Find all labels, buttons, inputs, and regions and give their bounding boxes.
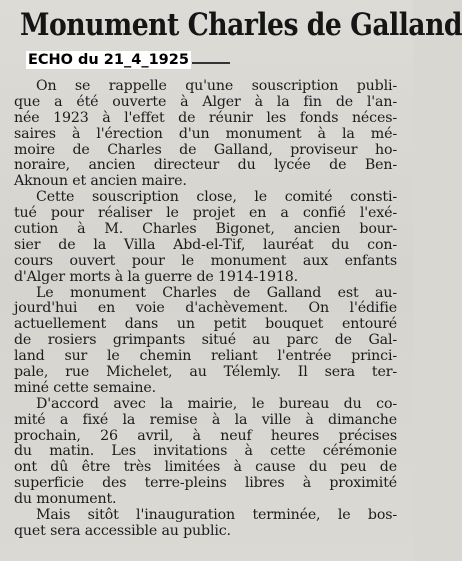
text-line: miné cette semaine.: [14, 379, 157, 396]
text-line: Aknoun et ancien maire.: [14, 173, 187, 190]
text-line: jourd'hui en voie d'achèvement. On l'édifie: [14, 300, 397, 317]
text-line: que a été ouverte à Alger à la fin de l'an-: [14, 93, 397, 110]
text-line: noraire, ancien directeur du lycée de Ben-: [14, 157, 397, 174]
date-label: ECHO du 21_4_1925: [28, 52, 189, 68]
text-line: sier de la Villa Abd-el-Tif, lauréat du con-: [14, 236, 397, 253]
text-line: actuellement dans un petit bouquet entouré: [14, 316, 397, 333]
text-line: land sur le chemin reliant l'entrée princi-: [14, 348, 397, 365]
text-line: prochain, 26 avril, à neuf heures précises: [14, 427, 397, 444]
text-line: d'Alger morts à la guerre de 1914-1918.: [14, 268, 299, 285]
text-line: tué pour réaliser le projet en a confié l'exé-: [14, 205, 397, 222]
text-line: On se rappelle qu'une souscription publi-: [36, 78, 397, 94]
text-line: cution à M. Charles Bigonet, ancien bour-: [14, 221, 397, 238]
text-line: cours ouvert pour le monument aux enfants: [14, 252, 397, 269]
text-line: ont dû être très limitées à cause du peu de: [14, 459, 397, 476]
text-line: de rosiers grimpants situé au parc de Gal-: [14, 332, 397, 349]
text-line: pale, rue Michelet, au Télemly. Il sera ter-: [14, 364, 397, 381]
divider: [192, 62, 230, 64]
text-line: Mais sitôt l'inauguration terminée, le bos-: [36, 507, 397, 524]
text-line: superficie des terre-pleins libres à proximité: [14, 475, 397, 492]
text-line: née 1923 à l'effet de réunir les fonds néces-: [14, 109, 397, 126]
headline: Monument Charles de Galland: [20, 7, 462, 43]
text-line: du matin. Les invitations à cette cérémonie: [14, 443, 397, 460]
text-line: Cette souscription close, le comité consti-: [36, 189, 397, 206]
text-line: quet sera accessible au public.: [14, 522, 231, 539]
text-line: Le monument Charles de Galland est au-: [36, 284, 397, 301]
text-line: du monument.: [14, 491, 117, 508]
text-line: mité a fixé la remise à la ville à dimanche: [14, 411, 397, 428]
article-body: [14, 79, 397, 540]
text-line: D'accord avec la mairie, le bureau du co-: [36, 395, 397, 412]
text-line: saires à l'érection d'un monument à la mé-: [14, 125, 397, 142]
text-line: moire de Charles de Galland, proviseur ho-: [14, 141, 397, 158]
